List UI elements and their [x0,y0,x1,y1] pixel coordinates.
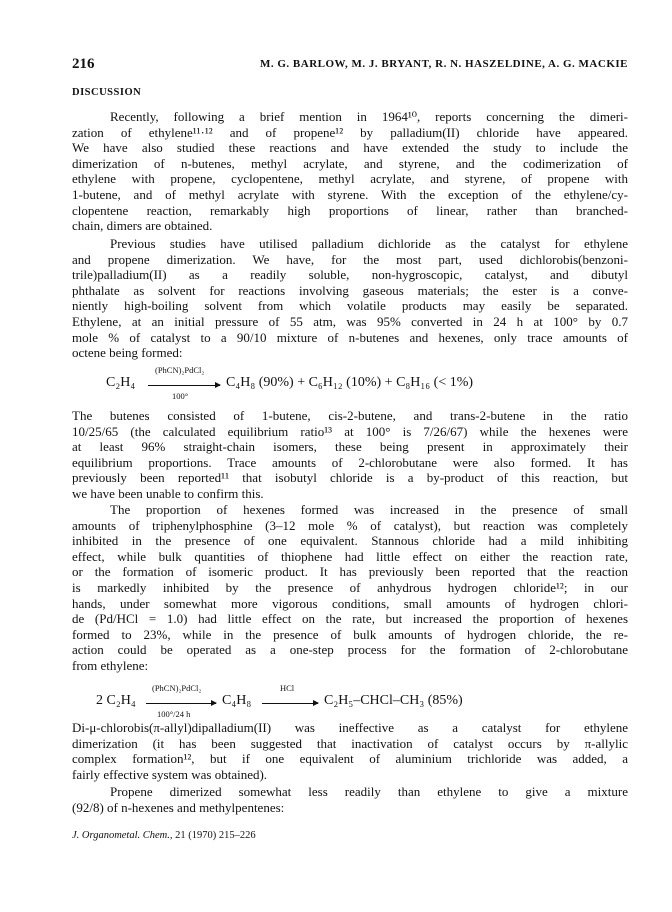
text-line: equilibrium proportions. Trace amounts of 2-chlorobutane were also formed. It has [72,454,628,470]
text-line: hands, under somewhat more vigorous conditions, small amounts of hydrogen chlori- [72,595,628,611]
text-line: mole % of catalyst to a 90/10 mixture of n-butenes and hexenes, only trace amounts of [72,329,628,345]
text-line: dimerization of n-butenes, methyl acrylate, and styrene, and the codimerization of [72,155,628,171]
paragraph-6 [72,784,628,815]
text-line: chain, dimers are obtained. [72,218,213,234]
page-header [72,56,628,76]
text-line: de (Pd/HCl = 1.0) had little effect on the rate, but increased the proportion of hexenes [72,611,628,627]
eq2-reagent-label: HCl [280,683,295,693]
eq2-intermediate: C₄H₈ [222,693,252,708]
journal-citation: 21 (1970) 215–226 [175,830,256,841]
eq1-reactant: C₂H₄ [106,375,136,390]
paragraph-1 [72,109,628,234]
text-line: action could be operated as a one-step process for the formation of 2-chlorobutane [72,642,628,658]
page-footer [72,830,256,841]
text-line: inhibited in the presence of one equivalent. Stannous chloride had a mild inhibiting [72,533,628,549]
text-line: effect, while bulk quantities of thiophene had little effect on either the reaction rate, [72,548,628,564]
text-line: Recently, following a brief mention in 1964¹⁰, reports concerning the dimeri- [110,109,628,124]
text-line: Di-μ-chlorobis(π-allyl)dipalladium(II) was ineffective as a catalyst for ethylene [72,720,628,735]
reaction-arrow [148,385,220,386]
paragraph-5 [72,720,628,782]
text-line: phthalate as solvent for reactions involving gaseous materials; the ester is a conve- [72,282,628,298]
text-line: Previous studies have utilised palladium dichloride as the catalyst for ethylene [110,236,628,251]
text-line: from ethylene: [72,657,149,673]
text-line: clopentene reaction, remarkably high proportions of linear, rather than branched- [72,202,628,218]
reaction-arrow [146,703,216,704]
text-line: The butenes consisted of 1-butene, cis-2-butene, and trans-2-butene in the ratio [72,408,628,423]
text-line: formed to 23%, while in the presence of bulk amounts of hydrogen chloride, the re- [72,626,628,642]
text-line: zation of ethylene¹¹·¹² and of propene¹² by palladium(II) chloride have appeared. [72,124,628,140]
page-number: 216 [72,56,95,72]
paragraph-3 [72,408,628,502]
eq1-products: C₄H₈ (90%) + C₆H₁₂ (10%) + C₈H₁₆ (< 1%) [226,375,474,390]
running-head-authors: M. G. BARLOW, M. J. BRYANT, R. N. HASZELDINE, A. G. MACKIE [259,58,628,70]
text-line: complex formation¹², but if one equivalent of aluminium trichloride was added, a [72,751,628,767]
text-line: 1-butene, and of methyl acrylate with styrene. With the exception of the ethylene/cy- [72,186,628,202]
text-line: dimerization (it has been suggested that inactivation of catalyst occurs by π-allylic [72,735,628,751]
text-line: amounts of triphenylphosphine (3–12 mole % of catalyst), but reaction was completely [72,517,628,533]
eq2-catalyst-label: (PhCN)₂PdCl₂ [152,683,202,693]
eq2-condition-label: 100°/24 h [157,709,191,719]
journal-name: J. Organometal. Chem., [72,830,173,841]
text-line: We have also studied these reactions and have extended the study to include the [72,140,628,156]
text-line: trile)palladium(II) as a readily soluble, non-hygroscopic, catalyst, and dibutyl [72,267,628,283]
text-line: Propene dimerized somewhat less readily than ethylene to give a mixture [110,784,628,799]
text-line: or the formation of isomeric product. It has previously been reported that the reaction [72,564,628,580]
text-line: niently high-boiling solvent from which volatile products may easily be separated. [72,298,628,314]
eq2-reactant: 2 C₂H₄ [96,693,136,708]
text-line: we have been unable to confirm this. [72,485,264,501]
text-line: Ethylene, at an initial pressure of 55 atm, was 95% converted in 24 h at 100° by 0.7 [72,313,628,329]
text-line: and propene dimerization. We have, for the most part, used dichlorobis(benzoni- [72,251,628,267]
text-line: The proportion of hexenes formed was increased in the presence of small [110,502,628,517]
paragraph-4 [72,502,628,674]
reaction-arrow [262,703,318,704]
text-line: 10/25/65 (the calculated equilibrium ratio¹³ at 100° is 7/26/67) while the hexenes were [72,423,628,439]
text-line: at least 96% straight-chain isomers, these being present in approximately their [72,439,628,455]
eq1-catalyst-label: (PhCN)₂PdCl₂ [155,365,205,375]
text-line: octene being formed: [72,345,183,361]
text-line: (92/8) of n-hexenes and methylpentenes: [72,799,285,815]
text-line: previously been reported¹¹ that isobutyl chloride is a by-product of this reaction, but [72,470,628,486]
text-line: fairly effective system was obtained). [72,766,268,782]
text-line: is markedly inhibited by the presence of anhydrous hydrogen chloride¹²; in our [72,579,628,595]
eq1-condition-label: 100° [172,391,189,401]
eq2-product: C₂H₅–CHCl–CH₃ (85%) [324,693,463,708]
text-line: ethylene with propene, cyclopentene, methyl acrylate, and styrene, of propene with [72,171,628,187]
section-title: DISCUSSION [72,87,142,98]
paragraph-2 [72,236,628,361]
